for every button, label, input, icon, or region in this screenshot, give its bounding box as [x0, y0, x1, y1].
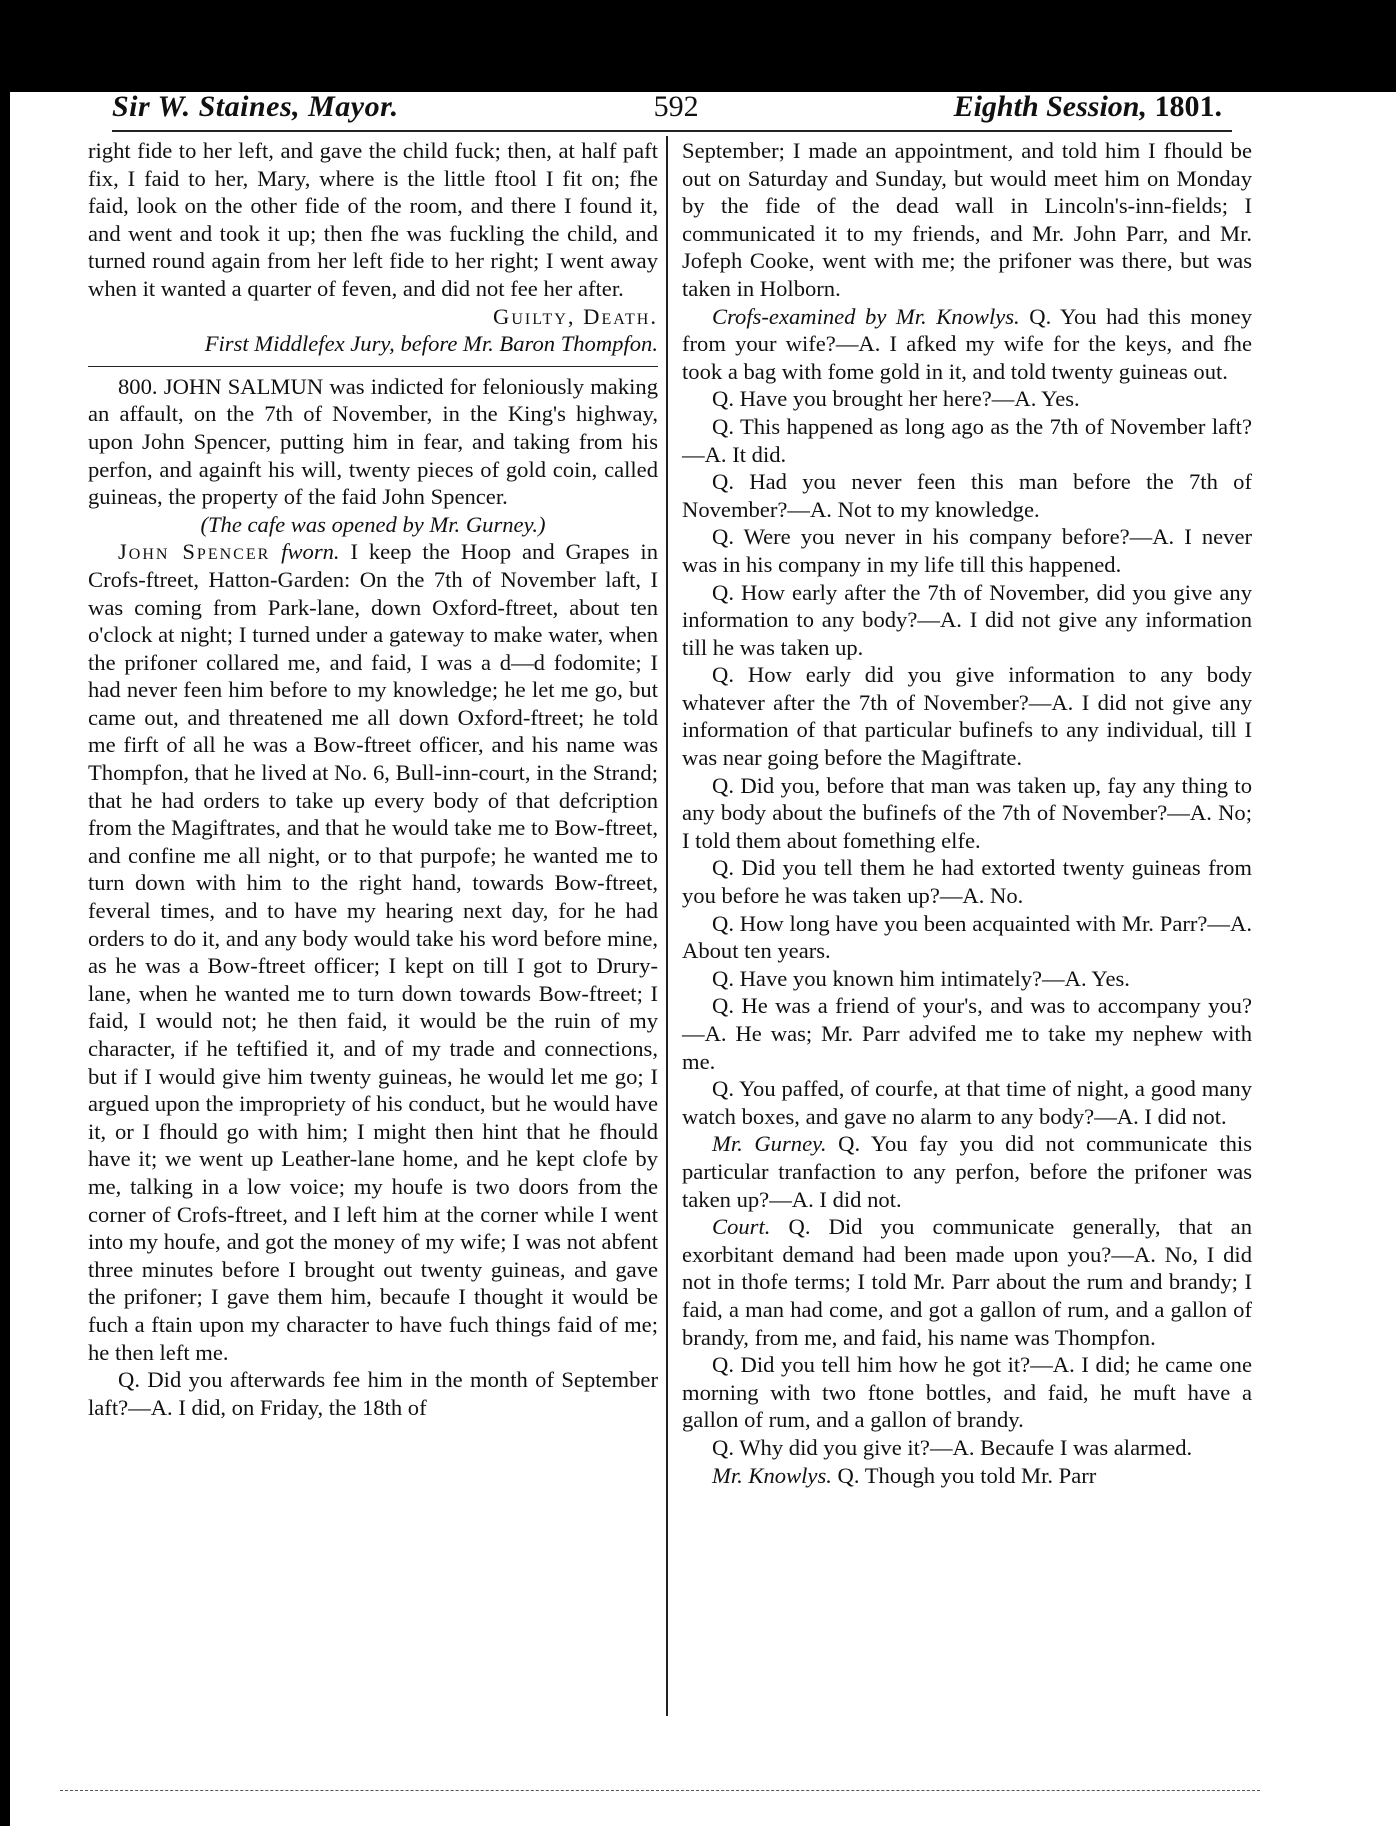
header-mayor: Sir W. Staines, Mayor. [112, 90, 399, 123]
case-opened-note: (The cafe was opened by Mr. Gurney.) [200, 511, 546, 537]
header-rule [112, 130, 1232, 132]
case-separator [88, 366, 658, 367]
cross-q1: Q. You had this money from your wife?—A. I afked my wife for the keys, and fhe took a bag with fome gold in it, and told twenty guineas out. [682, 303, 1252, 384]
qa-item: Q. Had you never feen this man before the 7th of November?—A. Not to my knowledge. [682, 469, 1252, 522]
session-year: 1801. [1154, 90, 1222, 123]
qa-item: Q. How early after the 7th of November, did you give any information to any body?—A. I did not give any information till he was taken up. [682, 579, 1252, 660]
qa-item: Q. Why did you give it?—A. Becaufe I was alarmed. [712, 1434, 1193, 1460]
qa-item: Q. He was a friend of your's, and was to accompany you?—A. He was; Mr. Parr advifed me to take my nephew with me. [682, 993, 1252, 1074]
qa-item: Q. Were you never in his company before?—A. I never was in his company in my life till this happened. [682, 524, 1252, 577]
scan-border-left [0, 0, 10, 1826]
indictment: 800. JOHN SALMUN was indicted for feloniously making an affault, on the 7th of November, in the King's highway, upon John Spencer, putting him in fear, and taking from his perfon, and againft his will, twenty pieces of gold coin, called guineas, the property of the faid John Spencer. [88, 373, 658, 510]
column-divider [666, 136, 668, 1716]
cross-examination [682, 303, 1252, 386]
question-september: Q. Did you afterwards fee him in the month of September laft?—A. I did, on Friday, the 18th of [88, 1367, 658, 1420]
qa-item: Q. How early did you give information to any body whatever after the 7th of November?—A. I did not give any information of that particular bufinefs to any individual, till I was near going before the Magiftrate. [682, 662, 1252, 771]
witness-name: John Spencer [118, 539, 271, 565]
gurney-question: Q. You fay you did not communicate this particular tranfaction to any perfon, before the prifoner was taken up?—A. I did not. [682, 1131, 1252, 1212]
knowlys-question: Q. Though you told Mr. Parr [837, 1462, 1097, 1488]
qa-item: Q. Did you tell him how he got it?—A. I did; he came one morning with two ftone bottles, and faid, he muft have a gallon of rum, and a gallon of brandy. [682, 1352, 1252, 1433]
verdict: Guilty, Death. [493, 303, 658, 329]
qa-item: Q. This happened as long ago as the 7th of November laft?—A. It did. [682, 413, 1252, 467]
qa-item: Q. Have you brought her here?—A. Yes. [712, 386, 1080, 412]
page-number: 592 [653, 90, 699, 123]
scan-border-top [0, 0, 1396, 92]
qa-item: Q. Did you tell them he had extorted twenty guineas from you before he was taken up?—A. No. [682, 855, 1252, 909]
testimony-continuation: September; I made an appointment, and told him I fhould be out on Saturday and Sunday, but would meet him on Monday by the fide of the dead wall in Lincoln's-inn-fields; I communicated it to my friends, and Mr. John Parr, and Mr. Jofeph Cooke, went with me; the prifoner was there, but was taken in Holborn. [682, 138, 1252, 301]
court-label: Court. [712, 1214, 771, 1240]
right-column [682, 137, 1252, 1489]
gurney-examination [682, 1130, 1252, 1213]
qa-item: Q. You paffed, of courfe, at that time of night, a good many watch boxes, and gave no alarm to any body?—A. I did not. [682, 1076, 1252, 1129]
court-question: Q. Did you communicate generally, that an exorbitant demand had been made upon you?—A. No, I did not in thofe terms; I told Mr. Parr about the rum and brandy; I faid, a man had come, and got a gallon of rum, and a gallon of brandy, from me, and faid, his name was Thompfon. [682, 1214, 1252, 1350]
qa-item: Q. How long have you been acquainted with Mr. Parr?—A. About ten years. [682, 910, 1252, 964]
cross-label: Crofs-examined by Mr. Knowlys. [712, 303, 1020, 329]
witness-testimony [88, 538, 658, 1366]
testimony-text: I keep the Hoop and Grapes in Crofs-ftreet, Hatton-Garden: On the 7th of November laft, I was coming from Park-lane, down Oxford-ftreet, about ten o'clock at night; I turned under a gateway to make water, when the prifoner collared me, and faid, I was a d—d fodomite; I had never feen him before to my knowledge; he let me go, but came out, and threatened me all down Oxford-ftreet; he told me firft of all he was a Bow-ftreet officer, and his name was Thompfon, that he lived at No. 6, Bull-inn-court, in the Strand; that he had orders to take up every body of that defcription from the Magiftrates, and that he would take me to Bow-ftreet, and confine me all night, or to that purpofe; he wanted me to turn down with him to the right hand, towards Bow-ftreet, feveral times, and to have my hearing next day, for he had orders to do it, and any body would take his word before mine, as he was a Bow-ftreet officer; I kept on till I got to Drury-lane, when he wanted me to turn down towards Bow-ftreet; I faid, I would not; he then faid, it would be the ruin of my character, if he teftified it, and of my trade and connections, but if I would give him twenty guineas, he would let me go; I argued upon the impropriety of his conduct, but he would have it, or I fhould go with him; I might then hint that he fhould have it; we went up Leather-lane home, and he kept clofe by me, talking in a low voice; my houfe is two doors from the corner of Crofs-ftreet, and I left him at the corner while I went into my houfe, and got the money of my wife; I was not abfent three minutes before I brought out twenty guineas, and gave the prifoner; I gave them him, becaufe I thought it would be fuch a ftain upon my character to have fuch things faid of me; he then left me. [88, 539, 659, 1365]
qa-item: Q. Did you, before that man was taken up, fay any thing to any body about the bufinefs of the 7th of November?—A. No; I told them about fomething elfe. [682, 772, 1252, 853]
court-examination [682, 1213, 1252, 1351]
session-label: Eighth Session, [953, 90, 1147, 123]
gurney-label: Mr. Gurney. [712, 1131, 827, 1157]
running-header [112, 90, 1222, 128]
sworn-label: fworn. [281, 539, 340, 565]
qa-item: Q. Have you known him intimately?—A. Yes. [712, 965, 1130, 991]
header-session [954, 90, 1222, 124]
knowlys-label: Mr. Knowlys. [712, 1462, 832, 1488]
bottom-scan-edge [60, 1790, 1260, 1792]
previous-case-ending: right fide to her left, and gave the child fuck; then, at half paft fix, I faid to her, Mary, where is the little ftool I fit on; fhe faid, look on the other fide of the room, and there I found it, and went and took it up; then fhe was fuckling the child, and turned round again from her left fide to her right; I went away when it wanted a quarter of feven, and did not fee her after. [88, 138, 658, 301]
knowlys-examination [682, 1462, 1252, 1490]
left-column [88, 137, 658, 1421]
jury-line: First Middlefex Jury, before Mr. Baron Thompfon. [204, 331, 658, 357]
